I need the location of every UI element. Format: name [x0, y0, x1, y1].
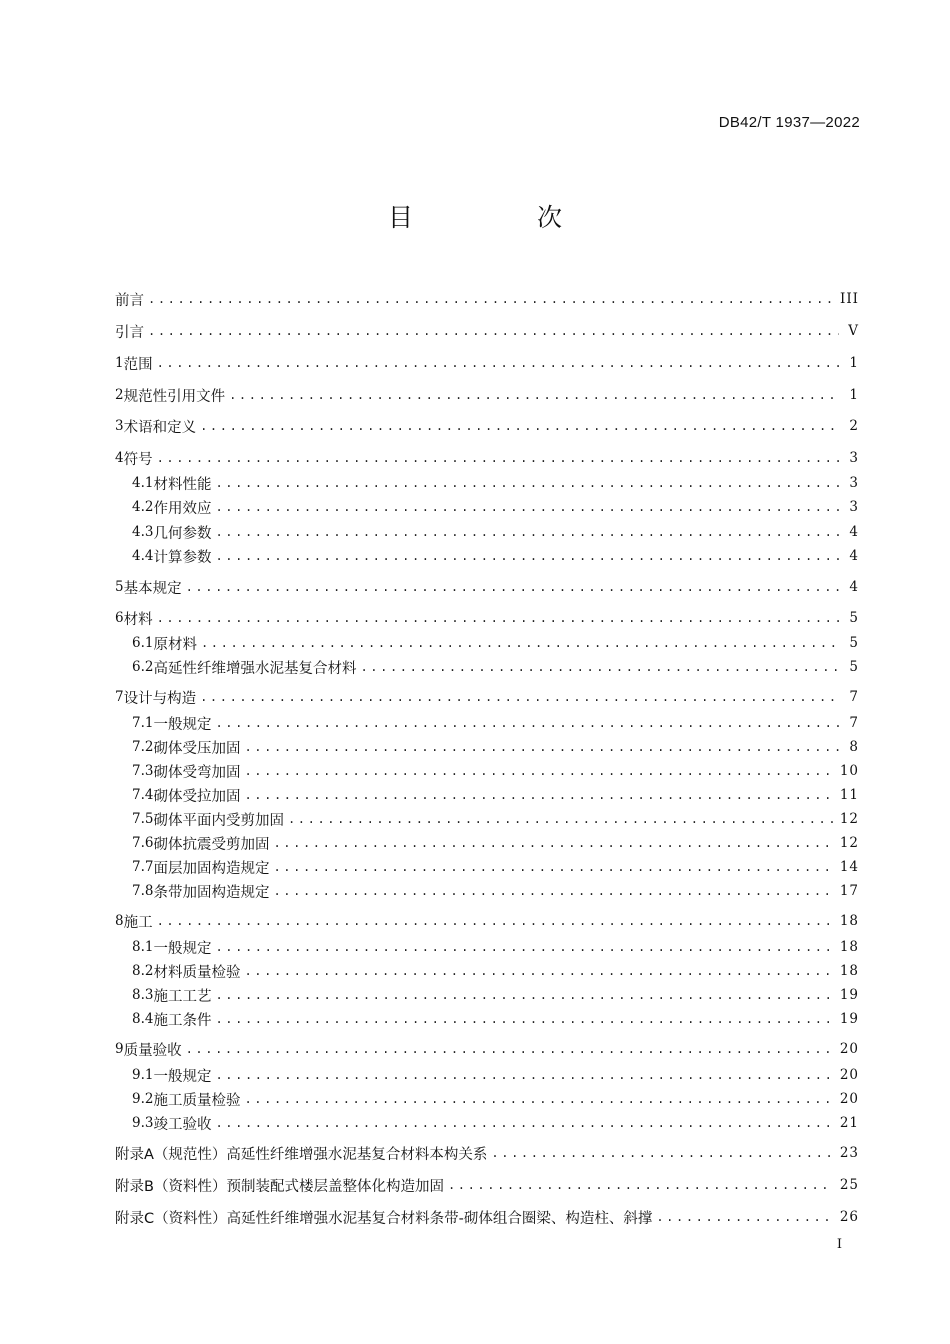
toc-entry-page: 25: [839, 1177, 859, 1193]
toc-entry-page: 20: [839, 1091, 859, 1107]
toc-entry-label: 术语和定义: [123, 419, 197, 436]
toc-entry-page: 5: [849, 659, 859, 675]
dot-leader: [215, 1008, 833, 1030]
toc-entry-page: 21: [839, 1115, 859, 1131]
toc-entry-label: 基本规定: [123, 580, 182, 597]
toc-entry-number: 2: [115, 387, 124, 403]
page-title: 目 次: [388, 203, 620, 232]
toc-entry[interactable]: [115, 384, 859, 406]
toc-entry-page: 19: [839, 987, 859, 1003]
toc-entry-label: 引言: [115, 324, 144, 341]
toc-entry-label: 规范性引用文件: [123, 388, 226, 405]
toc-entry[interactable]: [115, 288, 859, 310]
toc-entry-page: 12: [839, 811, 859, 827]
toc-entry-label: 砌体抗震受剪加固: [153, 836, 270, 853]
toc-appendix-prefix: 附录C（资料性）: [115, 1210, 227, 1227]
dot-leader: [244, 736, 839, 758]
toc-entry-label: 符号: [123, 451, 153, 468]
toc-entry[interactable]: [132, 472, 859, 494]
toc-entry-page: III: [840, 291, 859, 307]
toc-entry-number: 7.3: [132, 763, 154, 779]
toc-entry[interactable]: [132, 521, 859, 543]
toc-entry-label: 设计与构造: [123, 690, 197, 707]
toc-entry-number: 6.2: [132, 659, 154, 675]
dot-leader: [288, 808, 834, 830]
toc-entry-page: 17: [839, 883, 859, 899]
dot-leader: [215, 472, 839, 494]
dot-leader: [186, 576, 839, 598]
toc-entry-page: 4: [849, 548, 859, 564]
toc-entry-label: 一般规定: [153, 940, 212, 957]
dot-leader: [157, 352, 839, 374]
toc-entry-label: 高延性纤维增强水泥基复合材料条带-砌体组合圈梁、构造柱、斜撑: [226, 1210, 653, 1227]
toc-entry-label: 材料性能: [153, 476, 212, 493]
toc-entry-label: 材料: [123, 611, 153, 628]
toc-entry-label: 施工工艺: [153, 988, 212, 1005]
toc-entry-label: 高延性纤维增强水泥基复合材料: [153, 660, 357, 677]
toc-entry-page: 1: [849, 355, 859, 371]
toc-entry-page: 5: [849, 635, 859, 651]
dot-leader: [215, 712, 839, 734]
dot-leader: [273, 880, 833, 902]
page-number: I: [836, 1237, 842, 1252]
dot-leader: [157, 910, 834, 932]
dot-leader: [215, 521, 839, 543]
toc-entry[interactable]: [132, 632, 859, 654]
toc-entry[interactable]: [115, 415, 859, 437]
toc-entry-label: 施工: [123, 914, 153, 931]
toc-appendix-prefix: 附录A（规范性）: [115, 1146, 227, 1163]
toc-entry[interactable]: [132, 496, 859, 518]
dot-leader: [360, 656, 839, 678]
toc-entry-page: 5: [849, 610, 859, 626]
dot-leader: [244, 960, 833, 982]
toc-entry[interactable]: [115, 1038, 859, 1060]
toc-entry-page: 7: [849, 715, 859, 731]
toc-entry-label: 一般规定: [153, 716, 212, 733]
toc-entry-label: 施工条件: [153, 1012, 212, 1029]
toc-entry[interactable]: [132, 984, 859, 1006]
toc-entry-label: 几何参数: [153, 525, 212, 542]
toc-entry-number: 8: [115, 913, 124, 929]
toc-entry[interactable]: [115, 1206, 859, 1228]
toc-entry-label: 面层加固构造规定: [153, 860, 270, 877]
dot-leader: [215, 496, 839, 518]
toc-entry-label: 高延性纤维增强水泥基复合材料本构关系: [226, 1146, 488, 1163]
toc-entry-page: 26: [839, 1209, 859, 1225]
toc-entry[interactable]: [132, 1008, 859, 1030]
toc-entry[interactable]: [132, 1112, 859, 1134]
dot-leader: [244, 1088, 833, 1110]
toc-entry-label: 材料质量检验: [153, 964, 241, 981]
toc-entry-label: 前言: [115, 292, 144, 309]
toc-entry-page: V: [848, 323, 859, 339]
toc-entry-label: 砌体受弯加固: [153, 764, 241, 781]
toc-entry[interactable]: [132, 760, 859, 782]
toc-entry-number: 4: [115, 450, 124, 466]
toc-entry[interactable]: [115, 910, 859, 932]
toc-entry[interactable]: [132, 880, 859, 902]
toc-entry-label: 预制装配式楼层盖整体化构造加固: [226, 1178, 444, 1195]
toc-entry[interactable]: [132, 736, 859, 758]
toc-entry-number: 7.8: [132, 883, 154, 899]
toc-entry-number: 4.4: [132, 548, 154, 564]
dot-leader: [215, 984, 833, 1006]
toc-entry-label: 砌体受压加固: [153, 740, 241, 757]
toc-entry-number: 5: [115, 579, 124, 595]
toc-entry-page: 18: [839, 963, 859, 979]
toc-entry[interactable]: [132, 856, 859, 878]
toc-entry-page: 7: [849, 689, 859, 705]
toc-entry[interactable]: [115, 1174, 859, 1196]
toc-entry-label: 质量验收: [123, 1042, 182, 1059]
toc-entry[interactable]: [115, 576, 859, 598]
toc-entry[interactable]: [115, 320, 859, 342]
toc-entry-page: 11: [839, 787, 859, 803]
toc-entry-page: 10: [839, 763, 859, 779]
toc-entry-label: 竣工验收: [153, 1116, 212, 1133]
toc-entry-number: 9: [115, 1041, 124, 1057]
toc-entry[interactable]: [132, 784, 859, 806]
dot-leader: [148, 288, 834, 310]
toc-entry-page: 14: [839, 859, 859, 875]
toc-entry-page: 18: [839, 913, 859, 929]
toc-entry-number: 7.2: [132, 739, 154, 755]
toc-entry[interactable]: [132, 712, 859, 734]
toc-entry-number: 7.5: [132, 811, 154, 827]
toc-entry[interactable]: [132, 832, 859, 854]
toc-entry[interactable]: [115, 607, 859, 629]
toc-entry-page: 20: [839, 1041, 859, 1057]
toc-entry-label: 计算参数: [153, 549, 212, 566]
toc-entry-number: 8.1: [132, 939, 154, 955]
dot-leader: [273, 832, 833, 854]
toc-entry-label: 砌体平面内受剪加固: [153, 812, 284, 829]
toc-entry[interactable]: [132, 960, 859, 982]
toc-entry-label: 范围: [123, 356, 153, 373]
toc-entry-label: 施工质量检验: [153, 1092, 241, 1109]
toc-entry-label: 条带加固构造规定: [153, 884, 270, 901]
toc-entry-page: 1: [849, 387, 859, 403]
dot-leader: [215, 1064, 833, 1086]
toc-entry-number: 9.2: [132, 1091, 154, 1107]
toc-entry-page: 3: [849, 450, 859, 466]
dot-leader: [200, 686, 839, 708]
toc-entry-page: 3: [849, 499, 859, 515]
toc-entry-page: 4: [849, 579, 859, 595]
toc-entry-page: 12: [839, 835, 859, 851]
document-code: DB42/T 1937—2022: [718, 114, 860, 131]
dot-leader: [157, 447, 839, 469]
toc-entry-page: 4: [849, 524, 859, 540]
toc-entry[interactable]: [132, 1064, 859, 1086]
toc-entry-number: 7.7: [132, 859, 154, 875]
dot-leader: [157, 607, 839, 629]
toc-entry-number: 7: [115, 689, 124, 705]
dot-leader: [273, 856, 833, 878]
toc-entry[interactable]: [115, 447, 859, 469]
dot-leader: [656, 1206, 833, 1228]
dot-leader: [215, 936, 833, 958]
toc-entry-number: 9.3: [132, 1115, 154, 1131]
toc-entry-page: 3: [849, 475, 859, 491]
toc-entry[interactable]: [132, 1088, 859, 1110]
toc-entry-label: 作用效应: [153, 500, 212, 517]
toc-entry-number: 9.1: [132, 1067, 154, 1083]
toc-entry[interactable]: [132, 808, 859, 830]
toc-entry-number: 8.4: [132, 1011, 154, 1027]
toc-appendix-prefix: 附录B（资料性）: [115, 1178, 227, 1195]
toc-entry-page: 18: [839, 939, 859, 955]
toc-entry[interactable]: [132, 545, 859, 567]
dot-leader: [491, 1142, 833, 1164]
toc-entry-page: 8: [849, 739, 859, 755]
toc-entry-page: 20: [839, 1067, 859, 1083]
toc-entry-page: 19: [839, 1011, 859, 1027]
toc-entry-number: 6: [115, 610, 124, 626]
toc-entry-page: 23: [839, 1145, 859, 1161]
toc-entry-number: 8.3: [132, 987, 154, 1003]
toc-entry[interactable]: [115, 352, 859, 374]
toc-entry-label: 一般规定: [153, 1068, 212, 1085]
toc-entry-number: 3: [115, 418, 124, 434]
toc-entry-number: 7.1: [132, 715, 154, 731]
toc-entry-number: 8.2: [132, 963, 154, 979]
toc-entry-number: 7.6: [132, 835, 154, 851]
dot-leader: [229, 384, 839, 406]
dot-leader: [201, 632, 839, 654]
toc-entry[interactable]: [115, 1142, 859, 1164]
toc-entry[interactable]: [132, 936, 859, 958]
toc-entry-number: 4.1: [132, 475, 154, 491]
toc-entry-number: 4.2: [132, 499, 154, 515]
toc-entry-label: 原材料: [153, 636, 197, 653]
dot-leader: [244, 760, 833, 782]
toc-entry-page: 2: [849, 418, 859, 434]
toc-entry[interactable]: [132, 656, 859, 678]
dot-leader: [215, 1112, 833, 1134]
dot-leader: [148, 320, 839, 342]
toc-entry[interactable]: [115, 686, 859, 708]
toc-entry-number: 4.3: [132, 524, 154, 540]
dot-leader: [215, 545, 839, 567]
toc-entry-number: 7.4: [132, 787, 154, 803]
toc-entry-label: 砌体受拉加固: [153, 788, 241, 805]
dot-leader: [448, 1174, 834, 1196]
toc-entry-number: 1: [115, 355, 124, 371]
dot-leader: [200, 415, 839, 437]
dot-leader: [186, 1038, 834, 1060]
toc-entry-number: 6.1: [132, 635, 154, 651]
dot-leader: [244, 784, 833, 806]
